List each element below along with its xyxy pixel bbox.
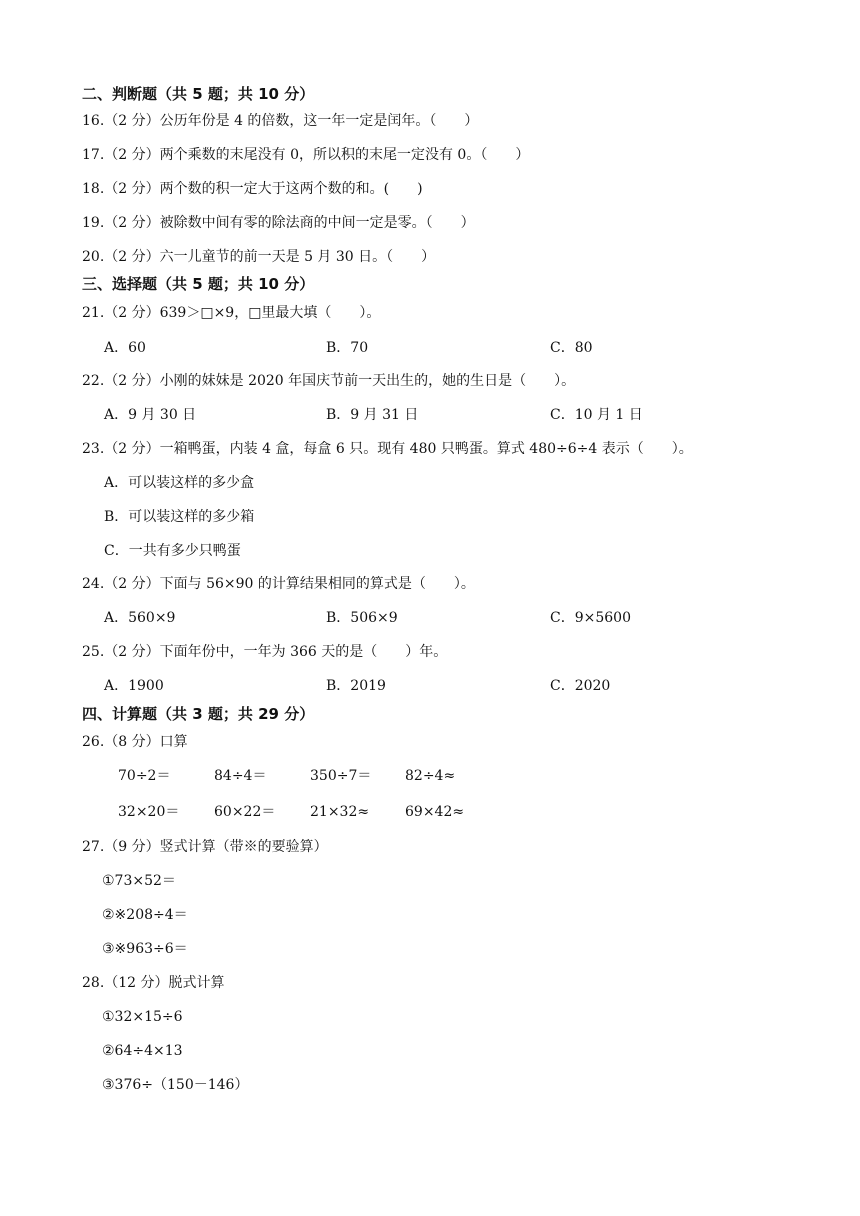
vertical-calc-item: ③※963÷6＝ xyxy=(102,941,188,957)
vertical-calc-item: ①73×52＝ xyxy=(102,873,176,889)
option-a: A．1900 xyxy=(104,678,164,694)
stepwise-calc-item: ③376÷（150－146） xyxy=(102,1077,249,1093)
question-26: 26.（8 分）口算 xyxy=(82,734,188,750)
stepwise-calc-item: ①32×15÷6 xyxy=(102,1009,183,1025)
option-b: B．506×9 xyxy=(326,610,398,626)
option-a: A．9 月 30 日 xyxy=(104,407,197,423)
option-c: C．一共有多少只鸭蛋 xyxy=(104,543,241,559)
question-16: 16.（2 分）公历年份是 4 的倍数，这一年一定是闰年。（ ） xyxy=(82,113,479,129)
question-25: 25.（2 分）下面年份中，一年为 366 天的是（ ）年。 xyxy=(82,644,448,660)
question-27: 27.（9 分）竖式计算（带※的要验算） xyxy=(82,839,328,855)
question-22: 22.（2 分）小刚的妹妹是 2020 年国庆节前一天出生的，她的生日是（ ）。 xyxy=(82,373,576,389)
vertical-calc-item: ②※208÷4＝ xyxy=(102,907,188,923)
option-c: C．80 xyxy=(550,340,593,356)
mental-calc-item: 82÷4≈ xyxy=(405,768,456,784)
mental-calc-item: 84÷4＝ xyxy=(214,768,267,784)
option-b: B．2019 xyxy=(326,678,386,694)
mental-calc-item: 60×22＝ xyxy=(214,804,276,820)
option-c: C．10 月 1 日 xyxy=(550,407,643,423)
mental-calc-item: 69×42≈ xyxy=(405,804,465,820)
option-c: C．2020 xyxy=(550,678,611,694)
stepwise-calc-item: ②64÷4×13 xyxy=(102,1043,183,1059)
option-a: A．60 xyxy=(104,340,146,356)
question-24: 24.（2 分）下面与 56×90 的计算结果相同的算式是（ ）。 xyxy=(82,576,475,592)
option-a: A．560×9 xyxy=(104,610,176,626)
section-title-judgment: 二、判断题（共 5 题；共 10 分） xyxy=(82,85,315,103)
question-28: 28.（12 分）脱式计算 xyxy=(82,975,225,991)
question-21: 21.（2 分）639＞□×9，□里最大填（ ）。 xyxy=(82,305,381,321)
section-title-choice: 三、选择题（共 5 题；共 10 分） xyxy=(82,275,315,293)
option-b: B．可以装这样的多少箱 xyxy=(104,509,255,525)
mental-calc-item: 350÷7＝ xyxy=(310,768,372,784)
option-a: A．可以装这样的多少盒 xyxy=(104,475,255,491)
option-b: B．70 xyxy=(326,340,369,356)
question-23: 23.（2 分）一箱鸭蛋，内装 4 盒，每盒 6 只。现有 480 只鸭蛋。算式 480÷6÷4 表示（ ）。 xyxy=(82,441,693,457)
mental-calc-item: 70÷2＝ xyxy=(118,768,171,784)
section-title-calculation: 四、计算题（共 3 题；共 29 分） xyxy=(82,705,315,723)
option-b: B．9 月 31 日 xyxy=(326,407,419,423)
question-17: 17.（2 分）两个乘数的末尾没有 0，所以积的末尾一定没有 0。（ ） xyxy=(82,147,530,163)
option-c: C．9×5600 xyxy=(550,610,631,626)
question-19: 19.（2 分）被除数中间有零的除法商的中间一定是零。（ ） xyxy=(82,215,475,231)
question-20: 20.（2 分）六一儿童节的前一天是 5 月 30 日。（ ） xyxy=(82,249,436,265)
mental-calc-item: 32×20＝ xyxy=(118,804,180,820)
question-18: 18.（2 分）两个数的积一定大于这两个数的和。( ) xyxy=(82,181,423,197)
mental-calc-item: 21×32≈ xyxy=(310,804,370,820)
